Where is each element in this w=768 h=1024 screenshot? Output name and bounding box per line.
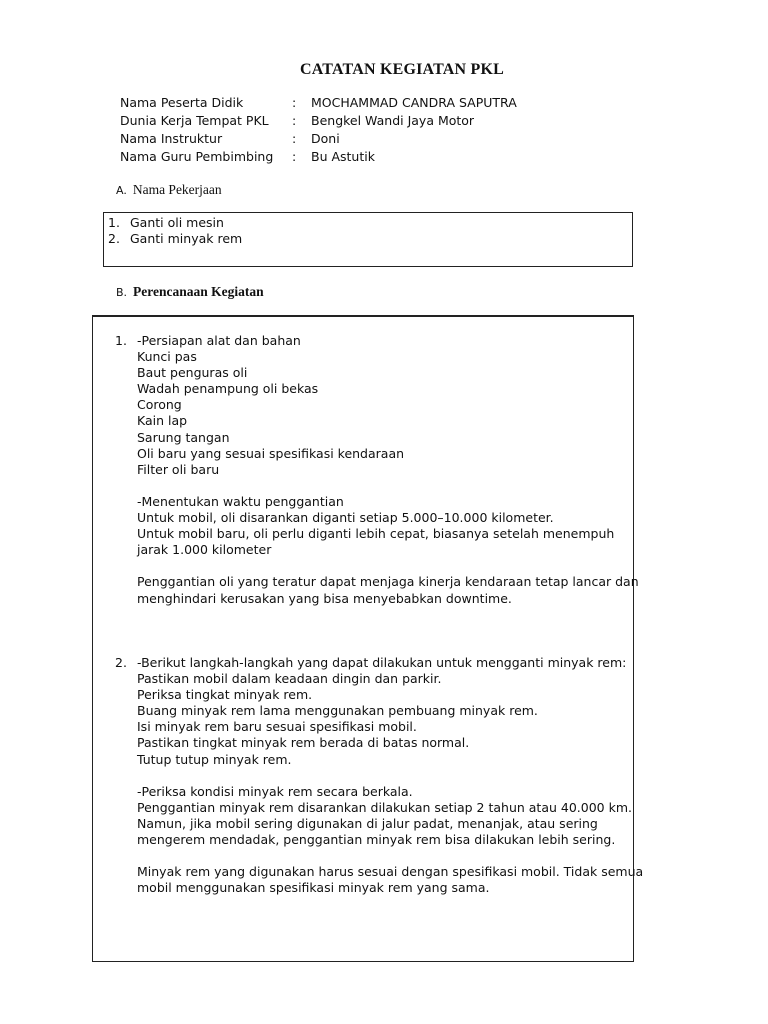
section-b-heading (116, 284, 264, 300)
info-colon: : (292, 149, 297, 164)
list-item (108, 215, 224, 230)
text-line: Kunci pas (137, 349, 197, 365)
info-value: Doni (311, 131, 340, 146)
text-line: Namun, jika mobil sering digunakan di jalur padat, menanjak, atau sering (137, 815, 598, 831)
text-line: Filter oli baru (137, 461, 220, 477)
text-line: mengerem mendadak, penggantian minyak rem bisa dilakukan lebih sering. (137, 832, 616, 848)
section-title: Nama Pekerjaan (132, 182, 222, 197)
text-line: Untuk mobil, oli disarankan diganti setiap 5.000–10.000 kilometer. (137, 510, 554, 526)
text-line (137, 558, 639, 574)
text-line: -Menentukan waktu penggantian (137, 493, 344, 509)
page-title: CATATAN KEGIATAN PKL (299, 61, 504, 78)
block-number: 2. (115, 655, 127, 670)
info-label: Nama Guru Pembimbing (120, 149, 274, 164)
info-value: Bengkel Wandi Jaya Motor (311, 113, 475, 128)
item-number: 1. (108, 215, 120, 230)
text-line: Buang minyak rem lama menggunakan pembuang minyak rem. (137, 703, 538, 719)
info-value: Bu Astutik (311, 149, 375, 164)
text-line: Tutup tutup minyak rem. (137, 751, 292, 767)
text-line: Penggantian oli yang teratur dapat menjaga kinerja kendaraan tetap lancar dan (137, 574, 639, 590)
item-text: Ganti oli mesin (130, 215, 224, 230)
text-line: Penggantian minyak rem disarankan dilakukan setiap 2 tahun atau 40.000 km. (137, 799, 632, 815)
item-number: 2. (108, 231, 120, 246)
info-label: Dunia Kerja Tempat PKL (120, 113, 269, 128)
text-line: Baut penguras oli (137, 365, 248, 381)
job-name-box (103, 212, 633, 267)
text-line: Periksa tingkat minyak rem. (137, 687, 313, 703)
info-value: MOCHAMMAD CANDRA SAPUTRA (311, 95, 517, 110)
text-line: Oli baru yang sesuai spesifikasi kendaraan (137, 445, 405, 461)
text-line: Corong (137, 397, 182, 413)
text-line: Untuk mobil baru, oli perlu diganti lebih cepat, biasanya setelah menempuh (137, 526, 615, 542)
block-number: 1. (115, 333, 127, 348)
text-line (137, 848, 643, 864)
section-a-heading (116, 182, 222, 198)
section-title: Perencanaan Kegiatan (133, 284, 264, 299)
section-letter: A. (116, 184, 127, 197)
text-line: jarak 1.000 kilometer (137, 542, 272, 558)
text-line: Wadah penampung oli bekas (137, 381, 319, 397)
text-line (137, 768, 643, 784)
list-item (108, 231, 242, 246)
activity-plan-box (92, 315, 644, 962)
text-line: Minyak rem yang digunakan harus sesuai dengan spesifikasi mobil. Tidak semua (137, 864, 644, 880)
block-lines (137, 655, 643, 896)
text-line: menghindari kerusakan yang bisa menyebabkan downtime. (137, 590, 512, 606)
text-line: Isi minyak rem baru sesuai spesifikasi mobil. (137, 719, 417, 735)
info-colon: : (292, 113, 297, 128)
section-letter: B. (116, 286, 128, 299)
text-line (137, 478, 639, 494)
text-line: -Persiapan alat dan bahan (137, 333, 301, 348)
text-line: mobil menggunakan spesifikasi minyak rem yang sama. (137, 880, 490, 896)
text-line: Pastikan tingkat minyak rem berada di batas normal. (137, 735, 470, 751)
text-line: -Berikut langkah-langkah yang dapat dilakukan untuk mengganti minyak rem: (137, 655, 627, 670)
info-colon: : (292, 95, 297, 110)
info-colon: : (292, 131, 297, 146)
info-label: Nama Peserta Didik (120, 95, 244, 110)
text-line: Kain lap (137, 413, 188, 429)
text-line: Pastikan mobil dalam keadaan dingin dan parkir. (137, 671, 442, 687)
text-line: -Periksa kondisi minyak rem secara berkala. (137, 783, 413, 799)
info-label: Nama Instruktur (120, 131, 223, 146)
item-text: Ganti minyak rem (130, 231, 243, 246)
block-lines (137, 333, 639, 607)
text-line: Sarung tangan (137, 429, 230, 445)
